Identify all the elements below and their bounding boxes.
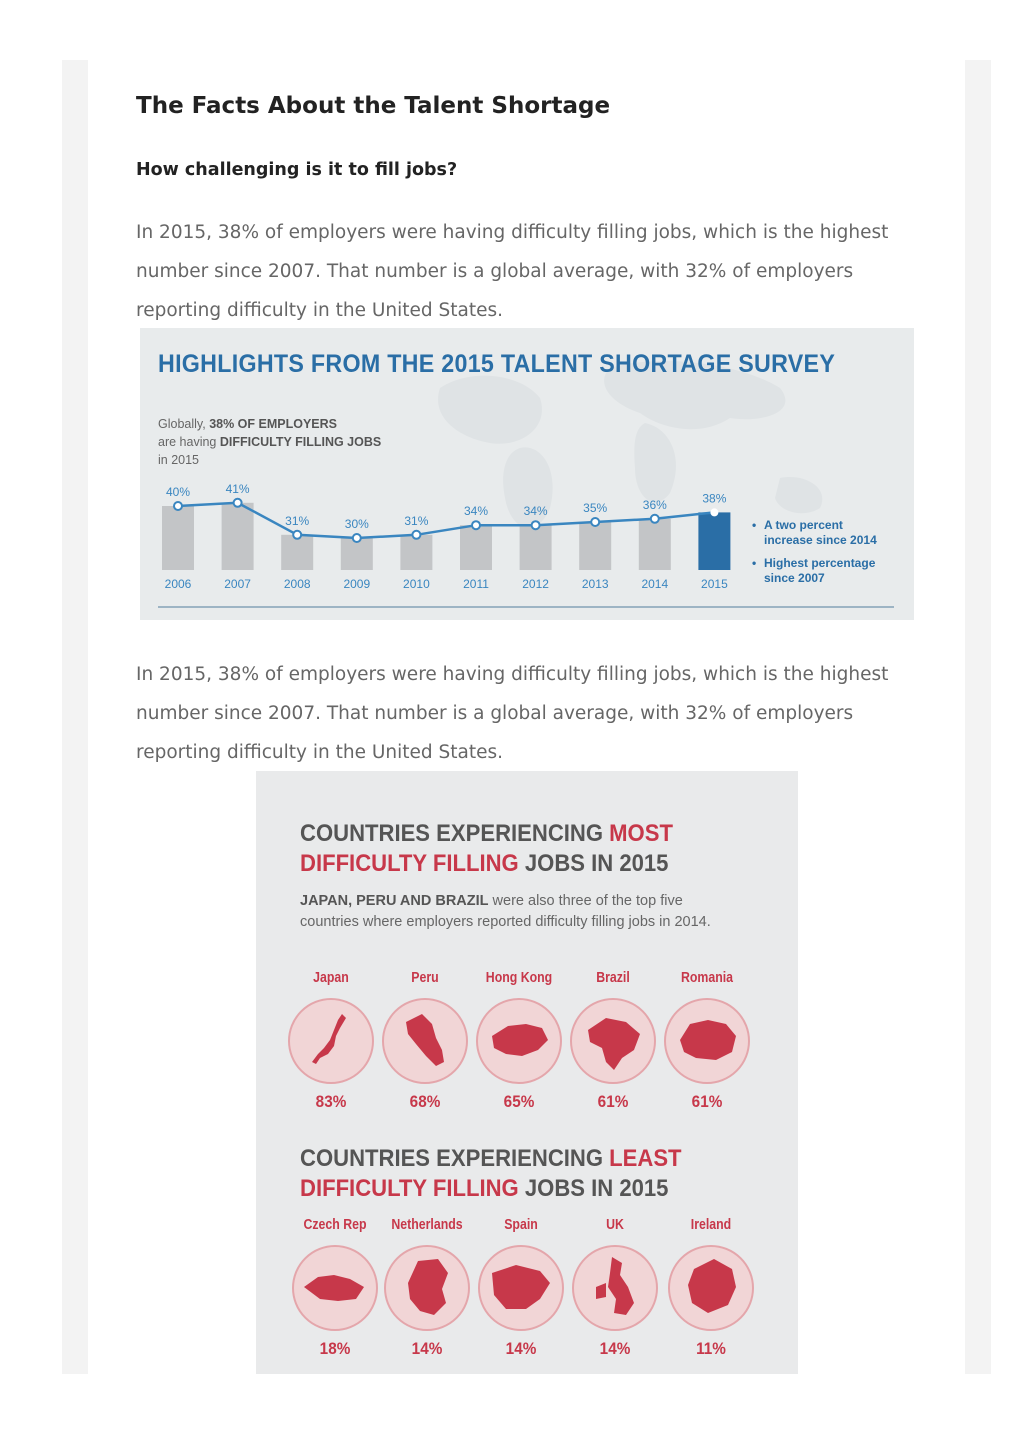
spain-map-icon <box>478 1245 564 1331</box>
data-label-2010: 31% <box>404 513 429 528</box>
country-percent: 14% <box>505 1339 537 1358</box>
country-name: Brazil <box>596 970 630 986</box>
point-2006 <box>174 502 182 510</box>
country-name: Hong Kong <box>485 970 553 986</box>
data-label-2014: 36% <box>642 497 667 512</box>
tick-label-2015: 2015 <box>701 577 728 591</box>
country-name: Japan <box>313 970 349 986</box>
tick-label-2012: 2012 <box>522 577 549 591</box>
ireland-map-icon <box>668 1245 754 1331</box>
second-paragraph: In 2015, 38% of employers were having difficulty filling jobs, which is the highest number since 2007. That number is a global average, with 32% of employers reporting difficulty in the United States. <box>136 664 889 763</box>
right-gutter <box>965 60 991 1374</box>
country-percent: 11% <box>696 1339 726 1358</box>
country-percent: 18% <box>319 1339 351 1358</box>
country-uk <box>568 1217 662 1359</box>
country-name: Netherlands <box>391 1217 463 1233</box>
chart-notes <box>752 518 884 594</box>
country-peru <box>378 970 472 1112</box>
data-label-2011: 34% <box>463 504 489 519</box>
point-2012 <box>532 521 540 529</box>
note-two-percent: • A two percent increase since 2014 <box>752 518 884 548</box>
point-2013 <box>591 518 599 526</box>
tick-label-2009: 2009 <box>343 577 371 591</box>
japan-map-icon <box>288 998 374 1084</box>
point-2009 <box>353 534 361 542</box>
bar-2014 <box>639 519 671 570</box>
country-name: UK <box>606 1217 624 1233</box>
czech-rep-map-icon <box>292 1245 378 1331</box>
point-2008 <box>293 531 301 539</box>
point-2010 <box>412 531 420 539</box>
point-2011 <box>472 521 480 529</box>
data-label-2013: 35% <box>583 501 608 515</box>
tick-label-2011: 2011 <box>463 577 489 591</box>
bar-2006 <box>162 506 194 570</box>
country-name: Ireland <box>690 1217 732 1233</box>
globally-summary: Globally, 38% OF EMPLOYERS are having DIFFICULTY FILLING JOBS in 2015 <box>158 417 382 467</box>
country-netherlands <box>380 1217 474 1359</box>
data-label-2012: 34% <box>523 504 548 519</box>
least-difficulty-heading: COUNTRIES EXPERIENCING LEAST DIFFICULTY FILLING JOBS IN 2015 <box>300 1145 682 1202</box>
country-percent: 14% <box>411 1339 443 1358</box>
bar-2012 <box>520 525 552 570</box>
talent-survey-infographic <box>140 328 914 620</box>
bar-2015 <box>698 512 730 570</box>
country-name: Romania <box>680 970 734 986</box>
point-2015 <box>711 509 717 515</box>
country-czech-rep <box>288 1217 382 1359</box>
point-2014 <box>651 515 659 523</box>
data-label-2007: 41% <box>225 481 250 496</box>
tick-label-2014: 2014 <box>641 577 669 591</box>
tick-label-2008: 2008 <box>283 577 311 591</box>
survey-bar-chart <box>140 478 752 608</box>
peru-map-icon <box>382 998 468 1084</box>
point-2007 <box>234 499 242 507</box>
intro-paragraph: In 2015, 38% of employers were having difficulty filling jobs, which is the highest number since 2007. That number is a global average, with 32% of employers reporting difficulty in the United States. <box>136 222 889 321</box>
chart-baseline <box>158 606 894 608</box>
bar-2010 <box>400 535 432 570</box>
bar-2011 <box>460 525 492 570</box>
data-label-2015: 38% <box>702 491 727 506</box>
data-label-2006: 40% <box>165 485 191 499</box>
country-percent: 68% <box>409 1092 441 1111</box>
most-difficulty-heading: COUNTRIES EXPERIENCING MOST DIFFICULTY FILLING JOBS IN 2015 <box>300 820 673 877</box>
tick-label-2010: 2010 <box>403 577 430 591</box>
country-brazil <box>566 970 660 1112</box>
country-percent: 61% <box>597 1092 629 1111</box>
uk-map-icon <box>572 1245 658 1331</box>
data-label-2008: 31% <box>285 513 310 528</box>
brazil-map-icon <box>570 998 656 1084</box>
country-hong-kong <box>472 970 566 1112</box>
tick-label-2007: 2007 <box>224 577 251 591</box>
left-gutter <box>62 60 88 1374</box>
tick-label-2006: 2006 <box>164 577 192 591</box>
country-name: Peru <box>411 970 439 986</box>
page-title: The Facts About the Talent Shortage <box>136 93 611 119</box>
trend-line <box>178 503 714 538</box>
infographic-headline: HIGHLIGHTS FROM THE 2015 TALENT SHORTAGE SURVEY <box>158 350 836 378</box>
bar-2008 <box>281 535 313 570</box>
country-name: Spain <box>504 1217 538 1233</box>
section-subheading: How challenging is it to fill jobs? <box>136 160 458 180</box>
country-percent: 65% <box>503 1092 535 1111</box>
countries-infographic <box>256 771 798 1374</box>
bar-2013 <box>579 522 611 570</box>
country-ireland <box>664 1217 758 1359</box>
note-highest: • Highest percentage since 2007 <box>752 556 884 586</box>
country-percent: 83% <box>315 1092 347 1111</box>
hong-kong-map-icon <box>476 998 562 1084</box>
country-percent: 14% <box>599 1339 631 1358</box>
data-label-2009: 30% <box>344 517 369 531</box>
country-percent: 61% <box>691 1092 723 1111</box>
romania-map-icon <box>664 998 750 1084</box>
country-name: Czech Rep <box>303 1217 367 1233</box>
country-spain <box>474 1217 568 1359</box>
bar-2007 <box>222 503 254 570</box>
country-japan <box>284 970 378 1112</box>
most-difficulty-description: JAPAN, PERU AND BRAZIL were also three of the top five countries where employers reported difficulty filling jobs in 2014. <box>300 893 711 930</box>
netherlands-map-icon <box>384 1245 470 1331</box>
country-romania <box>660 970 754 1112</box>
tick-label-2013: 2013 <box>581 577 609 591</box>
